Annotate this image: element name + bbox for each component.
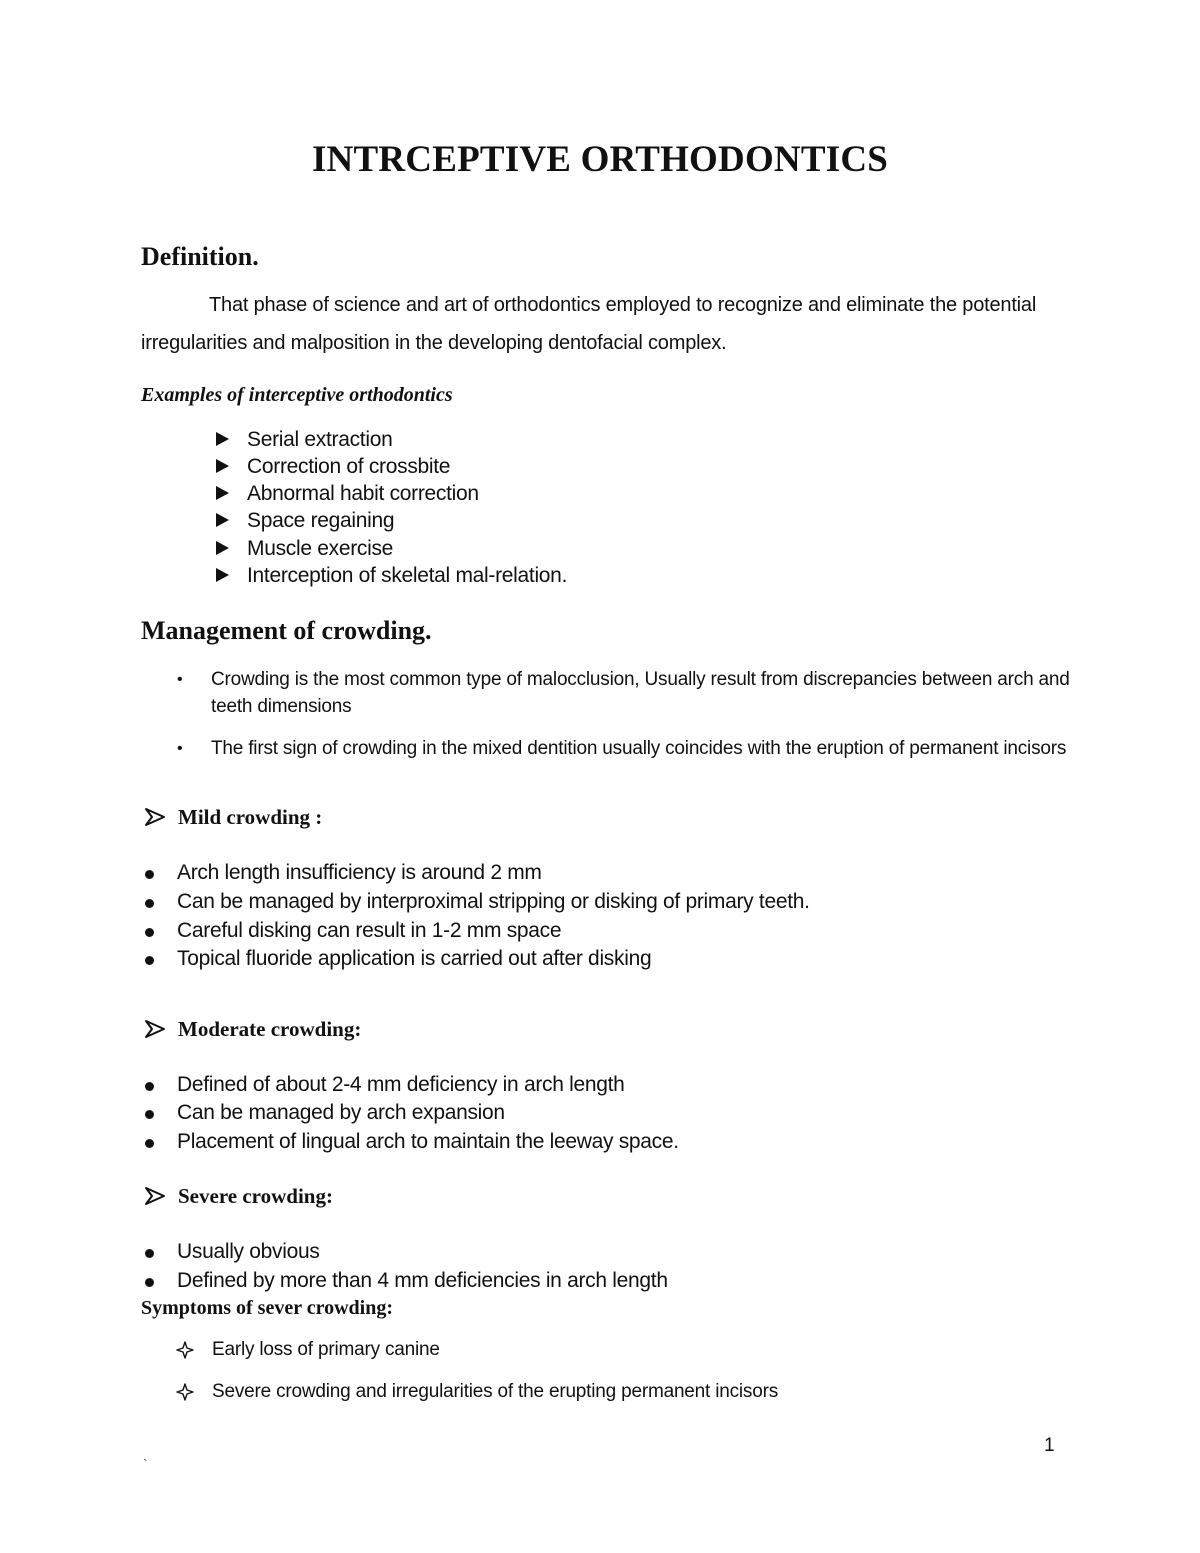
four-point-star-icon <box>176 1341 194 1359</box>
list-item: Placement of lingual arch to maintain the leeway space. <box>177 1130 679 1154</box>
arrowhead-right-icon <box>144 1186 166 1206</box>
list-item: Space regaining <box>247 509 394 533</box>
filled-circle-icon <box>145 1249 154 1258</box>
list-item: Usually obvious <box>177 1240 320 1264</box>
arrowhead-right-icon <box>144 1019 166 1039</box>
list-item: Early loss of primary canine <box>212 1339 440 1361</box>
filled-circle-icon <box>145 1110 154 1119</box>
filled-circle-icon <box>145 1139 154 1148</box>
list-item: Defined of about 2-4 mm deficiency in arch length <box>177 1073 625 1097</box>
definition-line-2: irregularities and malposition in the developing dentofacial complex. <box>141 332 727 354</box>
triangle-right-icon <box>216 568 229 582</box>
list-item: Interception of skeletal mal-relation. <box>247 564 567 588</box>
filled-circle-icon <box>145 899 154 908</box>
filled-circle-icon <box>145 928 154 937</box>
list-item: Muscle exercise <box>247 537 393 561</box>
triangle-right-icon <box>216 513 229 527</box>
arrowhead-right-icon <box>144 807 166 827</box>
list-item: Topical fluoride application is carried out after disking <box>177 947 651 971</box>
triangle-right-icon <box>216 459 229 473</box>
examples-heading: Examples of interceptive orthodontics <box>141 384 453 406</box>
filled-circle-icon <box>145 870 154 879</box>
triangle-right-icon <box>216 432 229 446</box>
filled-circle-icon <box>145 1278 154 1287</box>
four-point-star-icon <box>176 1383 194 1401</box>
crowding-heading: Management of crowding. <box>141 616 432 645</box>
severe-crowding-heading: Severe crowding: <box>144 1184 333 1209</box>
list-item: Abnormal habit correction <box>247 482 479 506</box>
filled-circle-icon <box>145 1082 154 1091</box>
footer-mark: ` <box>143 1456 148 1471</box>
page-number: 1 <box>1044 1435 1055 1456</box>
list-item: • Crowding is the most common type of malocclusion, Usually result from discrepancies between arch and teeth dimensions <box>211 666 1071 720</box>
list-item: Correction of crossbite <box>247 455 450 479</box>
list-item: Can be managed by arch expansion <box>177 1101 505 1125</box>
filled-circle-icon <box>145 956 154 965</box>
list-item: Severe crowding and irregularities of the erupting permanent incisors <box>212 1381 778 1403</box>
mild-crowding-heading: Mild crowding : <box>144 805 322 830</box>
definition-line-1: That phase of science and art of orthodontics employed to recognize and eliminate the potential <box>209 294 1037 316</box>
definition-heading: Definition. <box>141 242 259 271</box>
moderate-crowding-heading: Moderate crowding: <box>144 1017 361 1042</box>
list-item: Arch length insufficiency is around 2 mm <box>177 861 542 885</box>
list-item: Defined by more than 4 mm deficiencies in arch length <box>177 1269 668 1293</box>
list-item: Can be managed by interproximal stripping or disking of primary teeth. <box>177 890 810 914</box>
page-title: INTRCEPTIVE ORTHODONTICS <box>311 139 889 180</box>
triangle-right-icon <box>216 541 229 555</box>
bullet-dot-icon: • <box>177 671 183 688</box>
bullet-dot-icon: • <box>177 740 183 757</box>
triangle-right-icon <box>216 486 229 500</box>
symptoms-heading: Symptoms of sever crowding: <box>141 1297 394 1319</box>
list-item: Careful disking can result in 1-2 mm space <box>177 919 561 943</box>
list-item: Serial extraction <box>247 428 392 452</box>
list-item: • The first sign of crowding in the mixed dentition usually coincides with the eruption of permanent incisors <box>211 735 1071 762</box>
